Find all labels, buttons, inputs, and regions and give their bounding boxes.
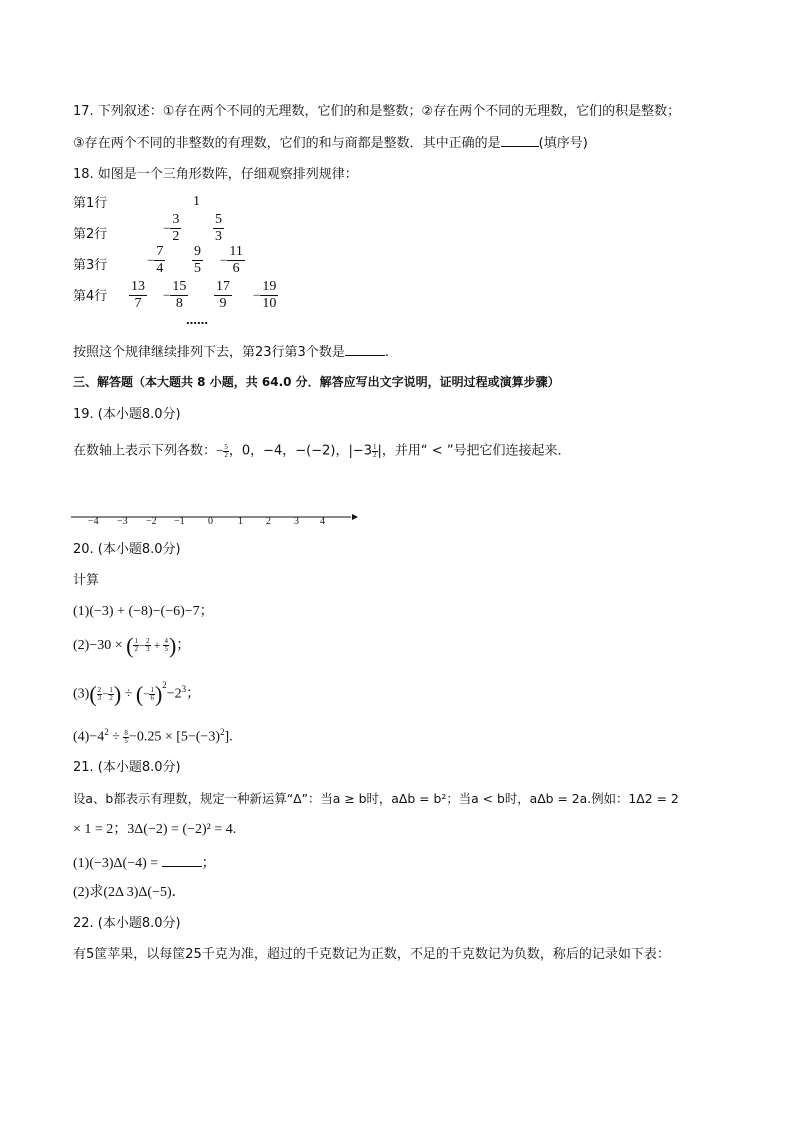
paren-left: ( bbox=[135, 681, 144, 707]
numerator: 9 bbox=[194, 244, 201, 259]
q17-text: ③存在两个不同的非整数的有理数，它们的和与商都是整数．其中正确的是 bbox=[73, 136, 501, 151]
row-label-3: 第3行 bbox=[73, 258, 108, 273]
denominator: 8 bbox=[175, 296, 183, 311]
numerator: 5 bbox=[215, 212, 222, 227]
denominator: 10 bbox=[262, 296, 277, 311]
q19-text bbox=[73, 441, 571, 462]
q18-intro: 18. 如图是一个三角形数阵，仔细观察排列规律： bbox=[73, 167, 358, 182]
p3-end: ； bbox=[186, 686, 201, 702]
denominator: 3 bbox=[97, 693, 102, 702]
row-label-1: 第1行 bbox=[73, 196, 108, 211]
tri-row3-item3 bbox=[220, 245, 245, 276]
numerator: 19 bbox=[262, 279, 277, 294]
numerator: 17 bbox=[216, 279, 230, 294]
sign: − bbox=[220, 252, 228, 268]
numerator: 8 bbox=[124, 728, 128, 737]
axis-tick-label: −3 bbox=[117, 516, 128, 527]
denominator: 3 bbox=[215, 229, 222, 244]
q19-text-a: 在数轴上表示下列各数： bbox=[73, 443, 217, 459]
numerator: 5 bbox=[224, 442, 228, 451]
fraction bbox=[213, 213, 224, 244]
fraction bbox=[227, 245, 244, 276]
q19-text-b: ，0，−4，−(−2)，|−3 bbox=[228, 443, 373, 459]
numerator: 3 bbox=[172, 212, 180, 227]
p4-end: ]. bbox=[224, 729, 233, 745]
row-label-4: 第4行 bbox=[73, 289, 108, 304]
q21-part1-text: (1)(−3)Δ(−4) = bbox=[73, 856, 159, 871]
fraction bbox=[170, 213, 181, 244]
paren-right: ) bbox=[154, 681, 163, 707]
q21-answer-blank[interactable] bbox=[162, 854, 202, 867]
p3-div: ÷ bbox=[124, 686, 133, 702]
p3-neg: − bbox=[143, 688, 150, 701]
numerator: 1 bbox=[150, 685, 154, 694]
tri-ellipsis: …… bbox=[186, 314, 208, 327]
p4-div: ÷ bbox=[108, 729, 124, 745]
p3-tail: −2 bbox=[166, 686, 182, 702]
paren-right: ) bbox=[113, 681, 122, 707]
q19-neg-sign: − bbox=[216, 443, 224, 458]
denominator: 2 bbox=[224, 450, 228, 459]
denominator: 6 bbox=[232, 261, 240, 276]
q21-part1-end: ； bbox=[201, 856, 216, 871]
tri-row4-item2 bbox=[163, 280, 188, 311]
paren-left: ( bbox=[89, 681, 97, 707]
numerator: 7 bbox=[156, 244, 164, 259]
numerator: 11 bbox=[229, 244, 243, 259]
fraction bbox=[154, 245, 165, 276]
denominator: 5 bbox=[194, 261, 201, 276]
tri-row2-item1 bbox=[163, 213, 181, 244]
q17-line2 bbox=[73, 134, 588, 152]
q20-label: 计算 bbox=[73, 573, 100, 588]
q21-line2: × 1 = 2；3Δ(−2) = (−2)² = 4. bbox=[73, 822, 237, 837]
numerator: 4 bbox=[164, 637, 168, 646]
denominator: 2 bbox=[373, 450, 377, 459]
section-3-title: 三、解答题（本大题共 8 小题，共 64.0 分．解答应写出文字说明，证明过程或演算步骤） bbox=[73, 375, 560, 389]
denominator: 2 bbox=[172, 229, 180, 244]
q20-part2 bbox=[73, 631, 190, 660]
fraction bbox=[170, 280, 188, 311]
row-label-2: 第2行 bbox=[73, 227, 108, 242]
denominator: 3 bbox=[146, 645, 150, 654]
denominator: 9 bbox=[219, 296, 227, 311]
p2-op2: + bbox=[153, 638, 161, 652]
sign: − bbox=[253, 287, 261, 303]
denominator: 2 bbox=[134, 645, 138, 654]
tri-row2-item2 bbox=[213, 213, 224, 244]
sign: − bbox=[163, 220, 171, 236]
tri-row1-value: 1 bbox=[193, 194, 200, 209]
denominator: 7 bbox=[134, 296, 142, 311]
numerator: 2 bbox=[146, 637, 150, 646]
q19-header: 19. (本小题8.0分) bbox=[73, 407, 181, 422]
axis-tick-label: −1 bbox=[174, 516, 185, 527]
p2-frac2 bbox=[145, 638, 151, 653]
q19-text-c: |，并用“ < ”号把它们连接起来． bbox=[377, 443, 571, 459]
q20-part1: (1)(−3) + (−8)−(−6)−7； bbox=[73, 604, 214, 619]
paren-left: ( bbox=[126, 632, 134, 658]
p2-op1: − bbox=[138, 640, 146, 652]
sign: − bbox=[163, 287, 171, 303]
denominator: 5 bbox=[164, 645, 168, 654]
number-line bbox=[70, 511, 360, 531]
numerator: 1 bbox=[109, 685, 113, 694]
denominator: 2 bbox=[109, 693, 113, 702]
tri-row3-item2 bbox=[192, 245, 203, 276]
q17-hint: (填序号) bbox=[538, 136, 588, 151]
q20-part3 bbox=[73, 675, 200, 709]
p3-tail-exp: 3 bbox=[181, 684, 187, 694]
tri-row4-item1 bbox=[129, 280, 147, 311]
q21-part1 bbox=[73, 854, 216, 872]
p4-mid: −0.25 × [5−(−3) bbox=[128, 729, 220, 745]
axis-tick-label: 1 bbox=[238, 516, 243, 527]
q22-line1: 有5筐苹果，以每筐25千克为准，超过的千克数记为正数，不足的千克数记为负数，称后的记录如下表： bbox=[73, 947, 670, 962]
numerator: 1 bbox=[373, 442, 377, 451]
tri-row3-item1 bbox=[147, 245, 165, 276]
p2-suffix: ； bbox=[176, 638, 191, 653]
tri-row4-item4 bbox=[253, 280, 278, 311]
fraction bbox=[192, 245, 203, 276]
axis-tick-label: 0 bbox=[208, 516, 213, 527]
q18-answer-blank[interactable] bbox=[345, 343, 385, 356]
tri-row4-item3 bbox=[214, 280, 232, 311]
fraction bbox=[214, 280, 232, 311]
p3-prefix: (3) bbox=[73, 686, 90, 702]
p4-exp: 2 bbox=[104, 727, 109, 737]
axis-tick-label: −4 bbox=[88, 516, 99, 527]
axis-arrow-icon bbox=[352, 514, 358, 520]
numerator: 13 bbox=[131, 279, 145, 294]
q22-header: 22. (本小题8.0分) bbox=[73, 916, 181, 931]
q18-question-end: . bbox=[384, 345, 389, 360]
p2-prefix: (2)−30 × bbox=[73, 638, 123, 653]
q17-answer-blank[interactable] bbox=[501, 134, 539, 147]
q21-part2: (2)求(2Δ 3)Δ(−5)． bbox=[73, 885, 186, 900]
fraction bbox=[129, 280, 147, 311]
q20-header: 20. (本小题8.0分) bbox=[73, 542, 181, 557]
axis-tick-label: 2 bbox=[266, 516, 271, 527]
axis-tick-label: 3 bbox=[294, 516, 299, 527]
numerator: 1 bbox=[134, 637, 138, 646]
axis-tick-label: 4 bbox=[320, 516, 325, 527]
axis-tick-label: −2 bbox=[146, 516, 157, 527]
p4-exp2: 2 bbox=[220, 727, 225, 737]
p3-exp: 2 bbox=[162, 680, 167, 690]
denominator: 5 bbox=[124, 736, 128, 745]
q18-question bbox=[73, 343, 389, 361]
denominator: 4 bbox=[156, 261, 164, 276]
p3-minus: − bbox=[102, 688, 109, 701]
q18-question-text: 按照这个规律继续排列下去，第23行第3个数是 bbox=[73, 345, 345, 360]
p4-prefix: (4)−4 bbox=[73, 729, 105, 745]
numerator: 2 bbox=[97, 685, 102, 694]
q20-part4 bbox=[73, 718, 233, 752]
q21-line1: 设a、b都表示有理数，规定一种新运算“Δ”：当a ≥ b时，aΔb = b²；当a < b时，aΔb = 2a.例如：1Δ2 = 2 bbox=[73, 791, 679, 806]
denominator: 6 bbox=[150, 693, 154, 702]
paren-right: ) bbox=[168, 632, 177, 658]
sign: − bbox=[147, 252, 155, 268]
q17-line1: 17. 下列叙述：①存在两个不同的无理数，它们的和是整数；②存在两个不同的无理数，它们的积是整数； bbox=[73, 104, 681, 119]
fraction bbox=[260, 280, 278, 311]
q21-header: 21. (本小题8.0分) bbox=[73, 760, 181, 775]
numerator: 15 bbox=[172, 279, 187, 294]
